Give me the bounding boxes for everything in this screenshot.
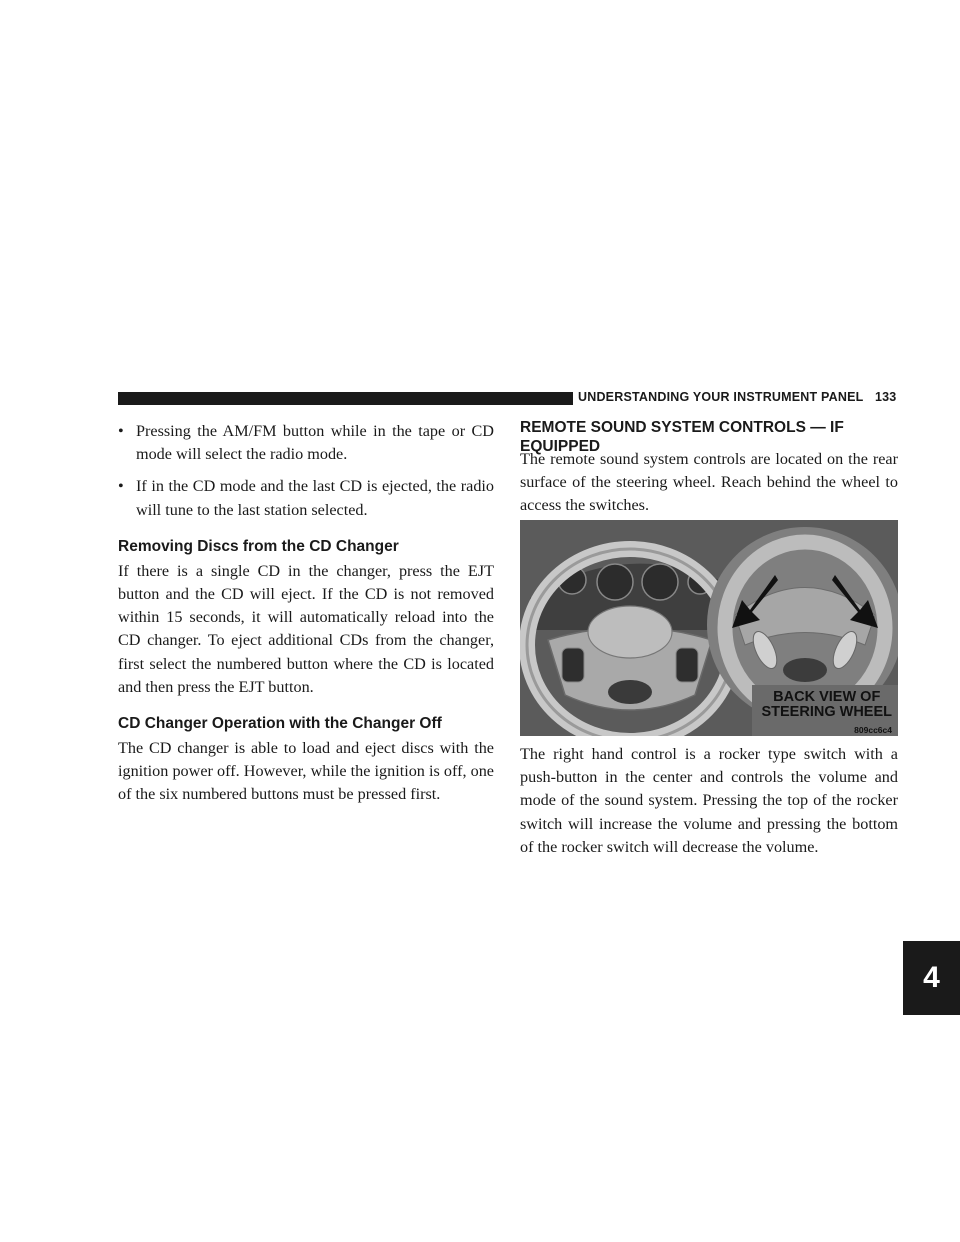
running-header [578,390,896,404]
bullet-text: Pressing the AM/FM button while in the tape or CD mode will select the radio mode. [136,422,494,464]
caption-line: BACK VIEW OF [773,689,881,705]
chapter-tab: 4 [903,941,960,1015]
left-column [118,420,494,807]
steering-wheel-figure [520,520,898,736]
left-switch-icon [562,648,584,682]
horn-pad [608,680,652,704]
remote-controls-heading: REMOTE SOUND SYSTEM CONTROLS — IF EQUIPPED [520,419,844,455]
right-column [520,448,898,518]
gauge-icon [642,564,678,600]
remote-controls-intro: The remote sound system controls are located on the rear surface of the steering wheel. Reach behind the wheel to access the switches. [520,450,898,515]
right-control-description [520,743,898,859]
header-rule [118,392,573,405]
page-number: 133 [874,390,897,404]
figure-code: 809cc6c4 [854,725,892,735]
airbag-cover [588,606,672,658]
removing-discs-body: If there is a single CD in the changer, press the EJT button and the CD will eject. If the CD is not removed within 15 seconds, it will automatically reload into the CD changer. To eject additional CDs from the changer, first select the numbered button where the CD is located and then press the EJT button. [118,561,494,696]
bullet-list [118,420,494,522]
right-switch-icon [676,648,698,682]
removing-discs-heading: Removing Discs from the CD Changer [118,537,399,555]
list-item [118,475,494,521]
changer-off-body: The CD changer is able to load and eject discs with the ignition power off. However, while the ignition is off, one of the six numbered buttons must be pressed first. [118,739,494,804]
changer-off-heading: CD Changer Operation with the Changer Off [118,715,442,733]
gauge-icon [597,564,633,600]
figure-caption [761,690,892,720]
bullet-icon: • [118,477,124,496]
list-item [118,420,494,466]
caption-line: STEERING WHEEL [761,704,892,720]
bullet-icon: • [118,422,124,440]
bullet-text: If in the CD mode and the last CD is ejected, the radio will tune to the last station selected. [136,477,494,519]
right-control-text: The right hand control is a rocker type switch with a push-button in the center and controls the volume and mode of the sound system. Pressing the top of the rocker switch will increase the volume and pressing the bottom of the rocker switch will decrease the volume. [520,745,898,856]
section-title: UNDERSTANDING YOUR INSTRUMENT PANEL [578,390,864,404]
